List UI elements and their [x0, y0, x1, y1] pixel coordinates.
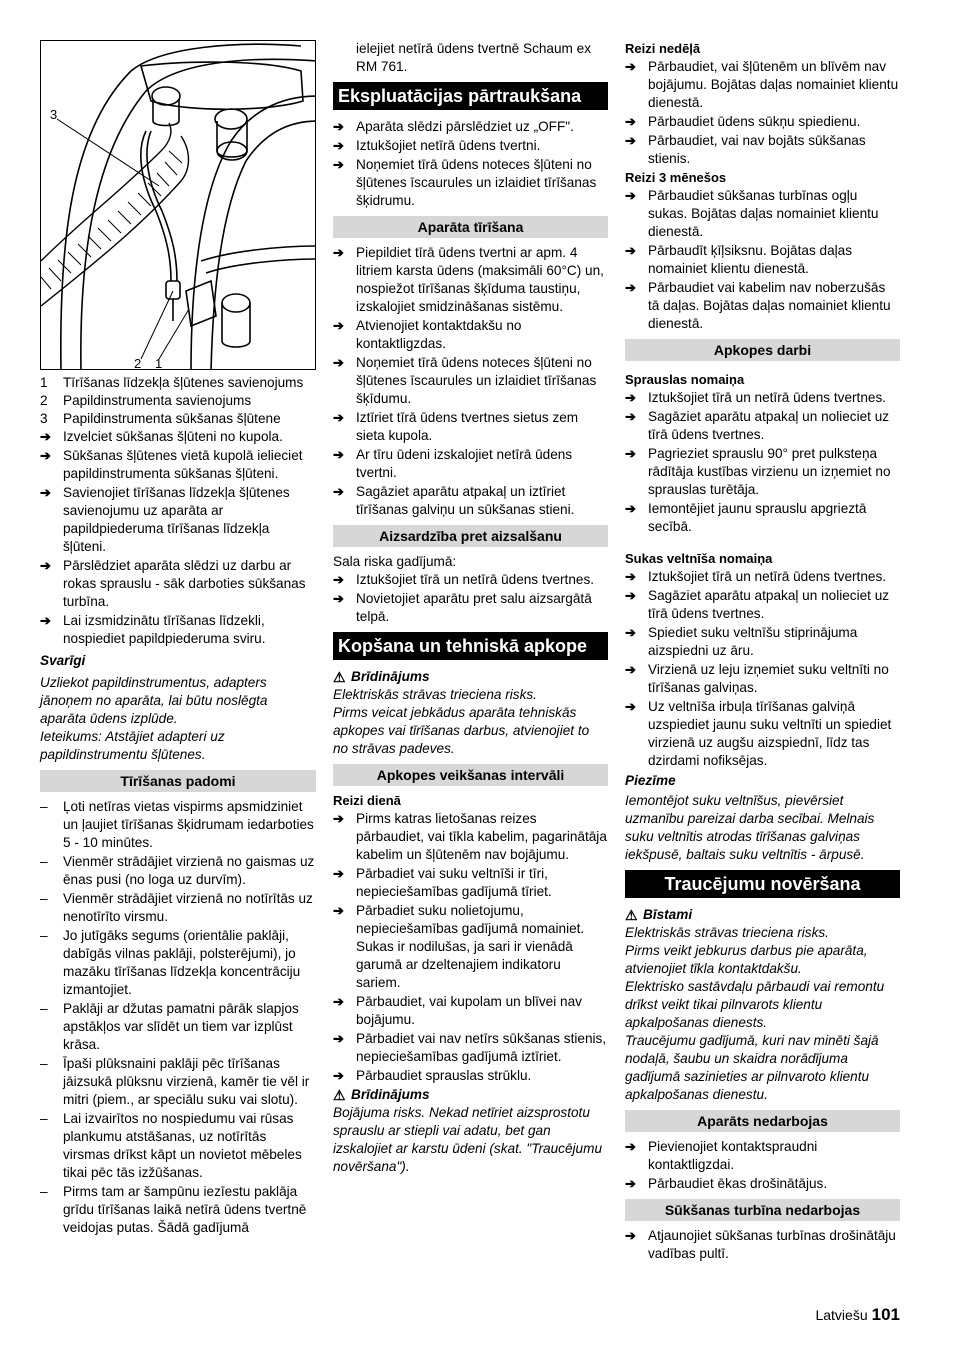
note-text: Iemontējot suku veltnīšus, pievērsiet uzmanību pareizai darba secībai. Melnais suku veltnītis atrodas tīrīšanas galviņas iekšpusē, baltais suku veltnītis - ārpusē.	[625, 793, 875, 862]
arrow-icon: ➔	[333, 410, 344, 425]
list-item: – Jo jutīgāks segums (orientālie paklāji, dabīgās vilnas paklāji, polsterējumi), jo mazāku tīrīšanas līdzekļa koncentrāciju izmantojiet.	[40, 928, 301, 997]
list-item: – Vienmēr strādājiet virzienā no gaismas uz ēnas pusi (no loga uz durvīm).	[40, 854, 315, 887]
column-middle	[333, 40, 608, 1176]
list-item: ➔ Iztīriet tīrā ūdens tvertnes sietus zem sieta kupola.	[333, 410, 579, 443]
arrow-icon: ➔	[333, 484, 344, 499]
list-item: – Pirms tam ar šampūnu iezīestu paklāja grīdu tīrīšanas laikā netīrā ūdens tvertnē veidojas putas. Šādā gadījumā	[40, 1184, 307, 1235]
list-item: ➔ Pārbaudiet ūdens sūkņu spiedienu.	[625, 114, 861, 129]
arrow-icon: ➔	[333, 866, 344, 881]
list-item: ➔ Iztukšojiet tīrā un netīrā ūdens tvertnes.	[625, 390, 887, 405]
cleaning-steps	[333, 244, 608, 519]
accessory-steps	[40, 428, 316, 648]
arrow-icon: ➔	[625, 501, 636, 516]
arrow-icon: ➔	[333, 119, 344, 134]
arrow-icon: ➔	[333, 994, 344, 1009]
list-item: ➔ Izvelciet sūkšanas šļūteni no kupola.	[40, 429, 283, 444]
brush-title: Sukas veltnīša nomaiņa	[625, 551, 773, 566]
page-footer	[815, 1306, 900, 1324]
accessory-illustration	[40, 40, 316, 370]
danger-text: Pirms veikt jebkurus darbus pie aparāta, atvienojiet tīkla kontaktdakšu.	[625, 943, 868, 976]
continued-text: ielejiet netīrā ūdens tvertnē Schaum ex RM 761.	[356, 41, 592, 74]
list-item: ➔ Sagāziet aparātu atpakaļ un iztīriet tīrīšanas galviņu un sūkšanas stieni.	[333, 484, 575, 517]
section-heading-no-work: Aparāts nedarbojas	[625, 1110, 900, 1132]
list-item: ➔ Atjaunojiet sūkšanas turbīnas drošinātāju vadības pultī.	[625, 1228, 896, 1261]
warning-triangle-icon: ⚠	[625, 907, 638, 923]
list-item: ➔ Atvienojiet kontaktdakšu no kontaktligzdas.	[333, 318, 522, 351]
danger-heading: ⚠ Bīstami	[625, 907, 693, 923]
quarterly-title: Reizi 3 mēnešos	[625, 170, 727, 185]
figure-label-3: 3	[50, 107, 58, 122]
list-item: ➔ Pārbadiet vai suku veltnīši ir tīri, nepieciešamības gadījumā tīriet.	[333, 866, 552, 899]
column-right	[625, 40, 900, 1264]
note-text: Uzliekot papildinstrumentus, adapters jānoņem no aparāta, lai būtu noslēgta aparāta ūdens izplūde.	[40, 675, 268, 726]
section-heading-shutdown: Ekspluatācijas pārtraukšana	[333, 82, 608, 110]
danger-text: Elektrisko sastāvdaļu pārbaudi vai remontu drīkst veikt tikai pilnvarots klientu apkalpošanas dienests.	[625, 979, 885, 1030]
list-item: ➔ Iemontējiet jaunu sprauslu apgrieztā secībā.	[625, 501, 867, 534]
list-item: – Vienmēr strādājiet virzienā no notīrītās uz nenotīrīto virsmu.	[40, 891, 313, 924]
list-item: ➔ Pārslēdziet aparāta slēdzi uz darbu ar rokas sprauslu - sāk darboties sūkšanas turbīna.	[40, 558, 306, 609]
nozzle-steps	[625, 389, 900, 536]
section-heading-tips: Tīrīšanas padomi	[40, 770, 316, 792]
list-item: ➔ Noņemiet tīrā ūdens noteces šļūteni no šļūtenes īscaurules un izlaidiet tīrīšanas šķidrumu.	[333, 157, 597, 208]
section-heading-trouble: Traucējumu novēršana	[625, 870, 900, 898]
list-item: ➔ Virzienā uz leju izņemiet suku veltnīti no tīrīšanas galviņas.	[625, 662, 889, 695]
list-item: ➔ Pārbaudiet, vai šļūtenēm un blīvēm nav bojājumu. Bojātas daļas nomainiet klientu dienestā.	[625, 59, 899, 110]
list-item: ➔ Pārbaudiet, vai kupolam un blīvei nav bojājumu.	[333, 994, 582, 1027]
daily-title: Reizi dienā	[333, 793, 401, 808]
list-item: ➔ Pirms katras lietošanas reizes pārbaudiet, vai tīkla kabelim, pagarinātāja kabelim un šļūtenēm nav bojājumu.	[333, 811, 607, 862]
figure-legend	[40, 374, 316, 428]
warning-text: Pirms veicat jebkādus aparāta tehniskās apkopes vai tīrīšanas darbus, atvienojiet to no strāvas padeves.	[333, 705, 590, 756]
legend-item: 1 Tīrīšanas līdzekļa šļūtenes savienojums	[40, 375, 304, 390]
list-item: ➔ Pārbaudiet vai kabelim nav noberzušās tā daļas. Bojātas daļas nomainiet klientu dienestā.	[625, 280, 891, 331]
arrow-icon: ➔	[333, 157, 344, 172]
machine-hose-drawing	[41, 41, 316, 370]
list-item: – Paklāji ar džutas pamatni pārāk slapjos apstākļos var slīdēt un tiem var izplūst krāsa.	[40, 1001, 299, 1052]
arrow-icon: ➔	[625, 625, 636, 640]
frost-intro: Sala riska gadījumā:	[333, 554, 457, 569]
list-item: ➔ Pārbaudiet ēkas drošinātājus.	[625, 1176, 828, 1191]
weekly-steps	[625, 58, 900, 168]
note-title: Piezīme	[625, 773, 676, 788]
list-item: – Ļoti netīras vietas vispirms apsmidziniet un ļaujiet tīrīšanas šķidrumam iedarboties 5 - 10 minūtes.	[40, 799, 314, 850]
quarterly-steps	[625, 187, 900, 333]
note-text: Ieteikums: Atstājiet adapteri uz papildinstrumentu šļūtenes.	[40, 729, 225, 762]
warning-heading: ⚠ Brīdinājums	[333, 1087, 430, 1103]
nozzle-title: Sprauslas nomaiņa	[625, 372, 745, 387]
arrow-icon: ➔	[333, 138, 344, 153]
warning-text: Elektriskās strāvas trieciena risks.	[333, 687, 537, 702]
warning-text: Bojājuma risks. Nekad netīriet aizsprostotu sprauslu ar stiepli vai adatu, bet gan izskalojiet ar karstu ūdeni (skat. "Traucējumu novēršana").	[333, 1105, 603, 1174]
note-title: Svarīgi	[40, 653, 86, 668]
arrow-icon: ➔	[625, 59, 636, 74]
list-item: ➔ Uz veltnīša irbuļa tīrīšanas galviņā uzspiediet jaunu suku veltnīti un spiediet virzienā uz augšu aizspiednī, līdz tas dzirdami nofiksējas.	[625, 699, 892, 768]
footer-language: Latviešu	[815, 1307, 868, 1323]
arrow-icon: ➔	[333, 572, 344, 587]
arrow-icon: ➔	[333, 1031, 344, 1046]
section-heading-care: Kopšana un tehniskā apkope	[333, 632, 608, 660]
list-item: ➔ Pārbadiet vai nav netīrs sūkšanas stienis, nepieciešamības gadījumā iztīriet.	[333, 1031, 607, 1064]
arrow-icon: ➔	[40, 558, 51, 573]
arrow-icon: ➔	[333, 1068, 344, 1083]
arrow-icon: ➔	[333, 903, 344, 918]
arrow-icon: ➔	[333, 811, 344, 826]
arrow-icon: ➔	[625, 1228, 636, 1243]
list-item: ➔ Piepildiet tīrā ūdens tvertni ar apm. 4 litriem karsta ūdens (maksimāli 60°C) un, nospiežot tīrīšanas šķīduma taustiņu, izskalojiet smidzināšanas sistēmu.	[333, 245, 604, 314]
nowork-steps	[625, 1138, 900, 1193]
arrow-icon: ➔	[625, 409, 636, 424]
frost-steps	[333, 571, 608, 626]
section-heading-work: Apkopes darbi	[625, 339, 900, 361]
list-item: ➔ Sagāziet aparātu atpakaļ un nolieciet uz tīrā ūdens tvertnes.	[625, 409, 890, 442]
page-number: 101	[871, 1305, 900, 1324]
arrow-icon: ➔	[625, 114, 636, 129]
arrow-icon: ➔	[625, 188, 636, 203]
figure-label-2: 2	[134, 356, 142, 370]
arrow-icon: ➔	[625, 662, 636, 677]
arrow-icon: ➔	[625, 446, 636, 461]
warning-triangle-icon: ⚠	[333, 1087, 346, 1103]
arrow-icon: ➔	[625, 588, 636, 603]
legend-item: 3 Papildinstrumenta sūkšanas šļūtene	[40, 411, 281, 426]
list-item: ➔ Pārbaudīt ķīļsiksnu. Bojātas daļas nomainiet klientu dienestā.	[625, 243, 853, 276]
arrow-icon: ➔	[625, 280, 636, 295]
list-item: ➔ Lai izsmidzinātu tīrīšanas līdzekli, nospiediet papildpiederuma sviru.	[40, 613, 266, 646]
section-heading-turbine: Sūkšanas turbīna nedarbojas	[625, 1199, 900, 1221]
arrow-icon: ➔	[625, 1176, 636, 1191]
arrow-icon: ➔	[625, 1139, 636, 1154]
arrow-icon: ➔	[333, 591, 344, 606]
list-item: ➔ Savienojiet tīrīšanas līdzekļa šļūtenes savienojumu uz aparāta ar papildpiederuma tīrīšanas līdzekļa šļūteni.	[40, 485, 290, 554]
section-heading-cleaning: Aparāta tīrīšana	[333, 216, 608, 238]
list-item: ➔ Pārbadiet suku nolietojumu, nepieciešamības gadījumā nomainiet. Sukas ir nodilušas, ja sari ir vienādā garumā ar dzeltenajiem indikatoru sariem.	[333, 903, 585, 990]
arrow-icon: ➔	[40, 429, 51, 444]
list-item: ➔ Iztukšojiet tīrā un netīrā ūdens tvertnes.	[333, 572, 595, 587]
section-heading-intervals: Apkopes veikšanas intervāli	[333, 764, 608, 786]
arrow-icon: ➔	[625, 133, 636, 148]
arrow-icon: ➔	[625, 243, 636, 258]
list-item: ➔ Aparāta slēdzi pārslēdziet uz „OFF".	[333, 119, 574, 134]
list-item: ➔ Pagrieziet sprauslu 90° pret pulksteņa rādītāja kustības virzienu un izņemiet no sprauslas turētāja.	[625, 446, 891, 497]
list-item: ➔ Pārbaudiet sūkšanas turbīnas ogļu sukas. Bojātas daļas nomainiet klientu dienestā.	[625, 188, 879, 239]
list-item: ➔ Sagāziet aparātu atpakaļ un nolieciet uz tīrā ūdens tvertnes.	[625, 588, 890, 621]
list-item: ➔ Iztukšojiet netīrā ūdens tvertni.	[333, 138, 541, 153]
shutdown-steps	[333, 118, 608, 210]
danger-text: Traucējumu gadījumā, kuri nav minēti šajā nodaļā, šaubu un skaidra norādījuma gadījumā sazinieties ar pilnvaroto klientu apkalpošanas dienestu.	[625, 1033, 879, 1102]
list-item: ➔ Sūkšanas šļūtenes vietā kupolā ielieciet papildinstrumenta sūkšanas šļūteni.	[40, 448, 303, 481]
arrow-icon: ➔	[333, 245, 344, 260]
list-item: – Lai izvairītos no nospiedumu vai rūsas plankumu atstāšanas, uz notīrītās virsmas drīkst kāpt un novietot mēbeles tikai pēc tās izžūšanas.	[40, 1111, 302, 1180]
legend-item: 2 Papildinstrumenta savienojums	[40, 393, 252, 408]
arrow-icon: ➔	[625, 569, 636, 584]
list-item: ➔ Pārbaudiet sprauslas strūklu.	[333, 1068, 532, 1083]
list-item: ➔ Noņemiet tīrā ūdens noteces šļūteni no šļūtenes īscaurules un izlaidiet tīrīšanas šķīdumu.	[333, 355, 597, 406]
figure-label-1: 1	[155, 356, 163, 370]
list-item: ➔ Spiediet suku veltnīšu stiprinājuma aizspiedni uz āru.	[625, 625, 858, 658]
warning-triangle-icon: ⚠	[333, 669, 346, 685]
arrow-icon: ➔	[40, 485, 51, 500]
arrow-icon: ➔	[333, 355, 344, 370]
tips-list	[40, 798, 316, 1237]
section-heading-frost: Aizsardzība pret aizsalšanu	[333, 525, 608, 547]
arrow-icon: ➔	[40, 613, 51, 628]
weekly-title: Reizi nedēļā	[625, 41, 701, 56]
arrow-icon: ➔	[40, 448, 51, 463]
warning-heading: ⚠ Brīdinājums	[333, 669, 430, 685]
list-item: ➔ Pārbaudiet, vai nav bojāts sūkšanas stienis.	[625, 133, 866, 166]
arrow-icon: ➔	[625, 699, 636, 714]
danger-text: Elektriskās strāvas trieciena risks.	[625, 925, 829, 940]
daily-steps	[333, 810, 608, 1085]
list-item: – Īpaši plūksnaini paklāji pēc tīrīšanas jāizsukā plūksnu virzienā, kamēr tie vēl ir mitri (piem., ar speciālu suku vai slotu).	[40, 1056, 310, 1107]
arrow-icon: ➔	[333, 318, 344, 333]
list-item: ➔ Ar tīru ūdeni izskalojiet netīrā ūdens tvertni.	[333, 447, 573, 480]
arrow-icon: ➔	[625, 390, 636, 405]
column-left	[40, 40, 316, 1238]
list-item: ➔ Iztukšojiet tīrā un netīrā ūdens tvertnes.	[625, 569, 887, 584]
brush-steps	[625, 568, 900, 770]
list-item: ➔ Pievienojiet kontaktspraudni kontaktligzdai.	[625, 1139, 818, 1172]
arrow-icon: ➔	[333, 447, 344, 462]
turbine-steps	[625, 1227, 900, 1263]
list-item: ➔ Novietojiet aparātu pret salu aizsargātā telpā.	[333, 591, 592, 624]
